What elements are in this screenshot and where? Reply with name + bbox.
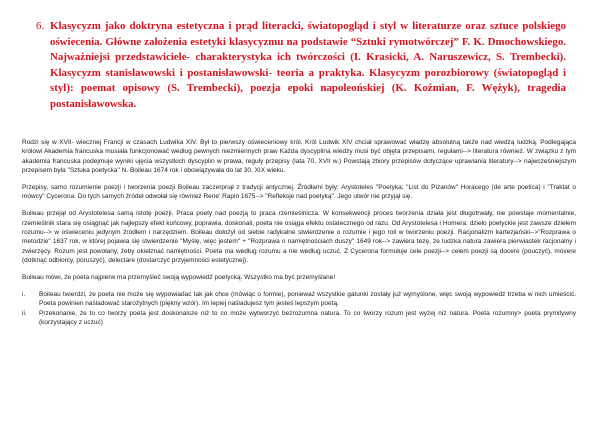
paragraph-sources: Przepisy, samo rozumienie poezji i tworzenia poezji Boileau zaczerpnął z tradycji antycznej. Źródłami były: Arystoteles "Poetyka; "List do Pizanów" Horacego (de arte poetica) i "Traktat o mówcy" Cycerona. Do tych samych źródeł odwołał się również Rene' Rapin 1675--> "Refleksje nad poetyką". Jego utwór nie przyjął się. — [22, 183, 576, 201]
list-item — [22, 309, 576, 328]
paragraph-boileau-reason: Boileau przejął od Arystotelesa samą istotę poezji. Praca poety nad poezją to praca rzemieślnicza. W konsekwencji proces tworzenia działa jest długotrwały, nie powstaje momentalnie, rzemieślnik stara się osiągnąć jak najlepszy efekt końcowy, poprawia, doskonali, poeta nie osiąga efektu ostatecznego od razu. Od Arystotelesa i Homera: dzieło poetyckie jest zawsze dziełem rozumu--> w oświeceniu jedynym źródłem i narzędziem. Boileau dołożył od siebie radykalne stwierdzenie o rozumie i jego roli w tworzeniu poezji. Racjonalizm kartezjański-->"Rozprawa o metodzie" 1637 rok, w której pojawia się stwierdzenie "Myślę, więc jestem" + "Rozprawa o namiętnościach duszy" 1649 rok--> zawiera tezę, że ludzka natura zawiera pierwiastek racjonalny i zwierzęcy. Rozum jest powołany, żeby okiełznać namiętności. Poeta ma według rozumu a nie według uczuć. Z Cycerona formułuje cele poezji--> celem poezji są docere (pouczyć), movere (dotknąć odbiorcy, poruszyć), delectare (dostarczyć przyjemności estetycznej). — [22, 210, 576, 264]
principles-list — [22, 290, 576, 327]
section-number: 6. — [36, 20, 45, 32]
paragraph-boileau-intro: Boileau mówi, że poeta najpierw ma przemyśleć swoją wypowiedź poetycką. Wszystko ma być przemyślane! — [22, 273, 336, 281]
list-marker: i. — [22, 290, 26, 298]
list-item-text: Przekonanie, że to co tworzy poeta jest doskonalsze niż to co może wytworzyć bezrozumna natura. To co tworzy rozum jest wyżej niż natura. Poeta rozumny> poeta prymitywny (korzystający z uczuć) — [39, 309, 576, 326]
list-marker: ii. — [22, 309, 27, 317]
list-item-text: Boileau twierdzi, że poeta nie może się wypowiadać tak jak chce (mówiąc o formie), ponieważ wszystkie gatunki zostały już wymyślone, więc swoją wypowiedź trzeba w nich umieścić. Poeta powinien naśladować starożytnych (piękny wzór). Im lepiej naśladujesz tym jesteś lepszym poetą. — [39, 290, 576, 308]
section-heading — [36, 19, 566, 113]
document-body — [22, 138, 576, 327]
list-item — [22, 290, 576, 309]
paragraph-origins: Rodzi się w XVII- wiecznej Francji w czasach Ludwika XIV. Był to pierwszy oświeceniowy król. Król Ludwik XIV chciał sprawować władzę absolutną także nad wiedzą ludzką. Podlegająca królowi Akademia francuska musiała funkcjonować według pewnych niezmiennych praw Każda dyscyplina wiedzy musi być objęta przepisami, regułami--> literatura również. W związku z tym akademia francuska podejmuje wyniki ujęcia wszystkich dyscyplin w prawa, reguły przepisy (lata 70. XVII w.) Powstają zbiory przepisów dotyczące uprawiania literatury--> najwcześniejszym przepisem była "Sztuka poetycka" N. Boileau 1674 rok i obowiązywała do lat 30. XIX wieku. — [22, 139, 576, 175]
section-heading-text: Klasycyzm jako doktryna estetyczna i prąd literacki, światopogląd i styl w literaturze oraz sztuce polskiego oświecenia. Główne założenia estetyki klasycyzmu na podstawie “Sztuki rymotwórczej” F. K. Dmochowskiego. Najważniejsi przedstawiciele- charakterystyka ich twórczości (I. Krasicki, A. Naruszewicz, S. Trembecki). Klasycyzm stanisławowski i postanisławowski- teoria a praktyka. Klasycyzm porozbiorowy (światopogląd i styl): poemat opisowy (S. Trembecki), poezja epoki napoleońskiej (K. Koźmian, F. Wężyk), tragedia postanisławowska. — [50, 20, 566, 110]
